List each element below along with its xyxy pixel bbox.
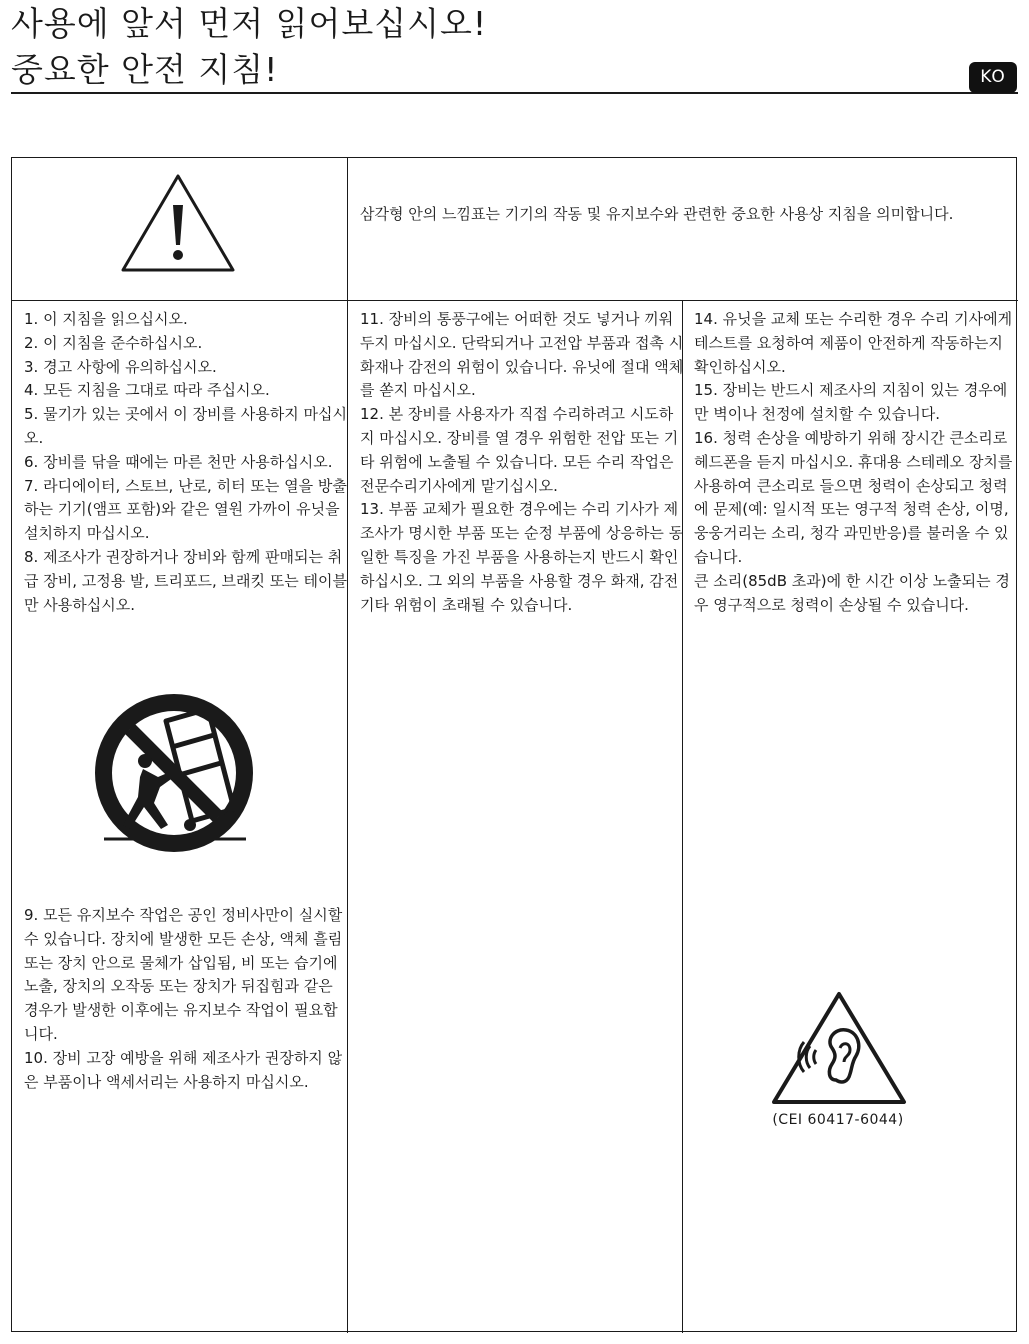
safety-table xyxy=(11,157,1017,1332)
hearing-damage-warning-icon xyxy=(770,990,908,1106)
row-divider xyxy=(12,300,1018,301)
page-title-line1: 사용에 앞서 먼저 읽어보십시오! xyxy=(11,4,488,43)
iec-standard-label: (CEI 60417-6044) xyxy=(772,1112,904,1128)
instructions-11-13: 11. 장비의 통풍구에는 어떠한 것도 넣거나 끼워두지 마십시오. 단락되거나 고전압 부품과 접촉 시 화재나 감전의 위험이 있습니다. 유닛에 절대 액체를 쏟지 마십시오. 12. 본 장비를 사용자가 직접 수리하려고 시도하지 마십시오. 장비를 열 경우 위험한 전압 또는 기타 위험에 노출될 수 있습니다. 모든 수리 작업은 전문수리기사에게 맡기십시오. 13. 부품 교체가 필요한 경우에는 수리 기사가 제조사가 명시한 부품 또는 순정 부품에 상응하는 동일한 특징을 가진 부품을 사용하는지 반드시 확인하십시오. 그 외의 부품을 사용할 경우 화재, 감전 기타 위험이 초래될 수 있습니다. xyxy=(360,310,684,614)
warning-description: 삼각형 안의 느낌표는 기기의 작동 및 유지보수와 관련한 중요한 사용상 지침을 의미합니다. xyxy=(360,205,954,223)
title-divider xyxy=(11,92,1018,94)
page-title-line2: 중요한 안전 지침! xyxy=(11,50,279,89)
instructions-14-16: 14. 유닛을 교체 또는 수리한 경우 수리 기사에게 테스트를 요청하여 제품이 안전하게 작동하는지 확인하십시오. 15. 장비는 반드시 제조사의 지침이 있는 경우에만 벽이나 천정에 설치할 수 있습니다. 16. 청력 손상을 예방하기 위해 장시간 큰소리로 헤드폰을 듣지 마십시오. 휴대용 스테레오 장치를 사용하여 큰소리로 들으면 청력이 손상되고 청력에 문제(예: 일시적 또는 영구적 청력 손상, 이명, 웅웅거리는 소리, 청각 과민반응)를 불러올 수 있습니다. 큰 소리(85dB 초과)에 한 시간 이상 노출되는 경우 영구적으로 청력이 손상될 수 있습니다. xyxy=(694,310,1013,614)
no-cart-tipping-icon xyxy=(86,693,266,853)
warning-exclamation-icon xyxy=(119,172,237,274)
instructions-1-8: 1. 이 지침을 읽으십시오. 2. 이 지침을 준수하십시오. 3. 경고 사항에 유의하십시오. 4. 모든 지침을 그대로 따라 주십시오. 5. 물기가 있는 곳에서 이 장비를 사용하지 마십시오. 6. 장비를 닦을 때에는 마른 천만 사용하십시오. 7. 라디에이터, 스토브, 난로, 히터 또는 열을 방출하는 기기(앰프 포함)와 같은 열원 가까이 유닛을 설치하지 마십시오. 8. 제조사가 권장하거나 장비와 함께 판매되는 취급 장비, 고정용 발, 트리포드, 브래킷 또는 테이블만 사용하십시오. xyxy=(24,310,347,614)
language-badge: KO xyxy=(969,62,1017,93)
instructions-9-10: 9. 모든 유지보수 작업은 공인 정비사만이 실시할 수 있습니다. 장치에 발생한 모든 손상, 액체 흘림 또는 장치 안으로 물체가 삽입됨, 비 또는 습기에 노출, 장치의 오작동 또는 장치가 뒤집힘과 같은 경우가 발생한 이후에는 유지보수 작업이 필요합니다. 10. 장비 고장 예방을 위해 제조사가 권장하지 않은 부품이나 액세서리는 사용하지 마십시오. xyxy=(24,906,343,1091)
